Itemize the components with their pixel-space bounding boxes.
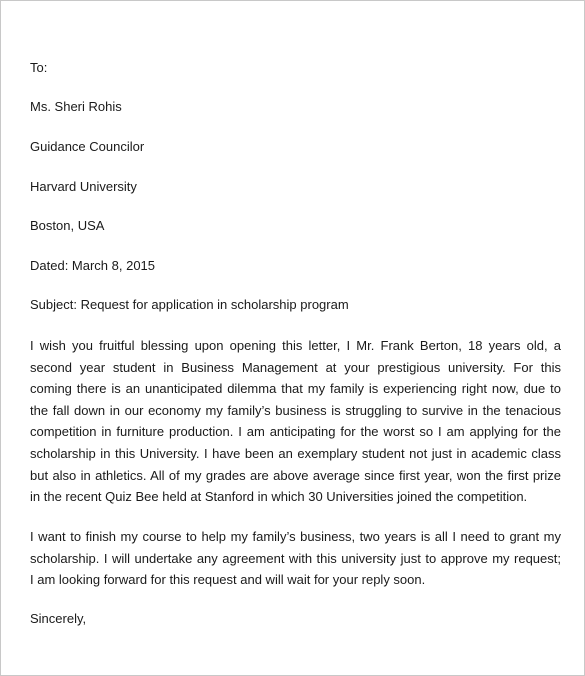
paragraph-line: I am looking forward for this request and will wait for your reply soon. [30, 572, 426, 588]
body-paragraph-1 [30, 335, 561, 508]
recipient-location: Boston, USA [30, 218, 105, 233]
closing-line: Sincerely, [30, 611, 87, 626]
recipient-title: Guidance Councilor [30, 139, 145, 154]
paragraph-line: but also in athletics. All of my grades are above average since first year, won the first prize [30, 467, 561, 483]
paragraph-line: in the recent Quiz Bee held at Stanford in which 30 Universities joined the competition. [30, 489, 528, 505]
paragraph-line: I want to finish my course to help my family’s business, two years is all I need to grant my [30, 529, 561, 544]
date-line: Dated: March 8, 2015 [30, 258, 156, 273]
subject-line: Subject: Request for application in scholarship program [30, 297, 349, 312]
recipient-name: Ms. Sheri Rohis [30, 99, 122, 114]
paragraph-line: scholarship. I will undertake any agreement with this university just to approve my request; [30, 550, 561, 566]
recipient-organization: Harvard University [30, 179, 137, 194]
paragraph-line: competition in furniture production. I am anticipating for the worst so I am applying for the [30, 424, 561, 440]
paragraph-line: the fall down in our economy my family’s business is struggling to survive in the tenacious [30, 402, 561, 418]
paragraph-line: coming there is an unanticipated dilemma that my family is experiencing right now, due to [30, 381, 561, 397]
paragraph-line: I wish you fruitful blessing upon opening this letter, I Mr. Frank Berton, 18 years old, a [30, 338, 561, 353]
paragraph-line: scholarship in this University. I have been an exemplary student not just in academic class [30, 445, 561, 461]
paragraph-line: second year student in Business Management at your prestigious university. For this [30, 359, 561, 375]
body-paragraph-2 [30, 526, 561, 591]
to-label: To: [30, 60, 48, 75]
